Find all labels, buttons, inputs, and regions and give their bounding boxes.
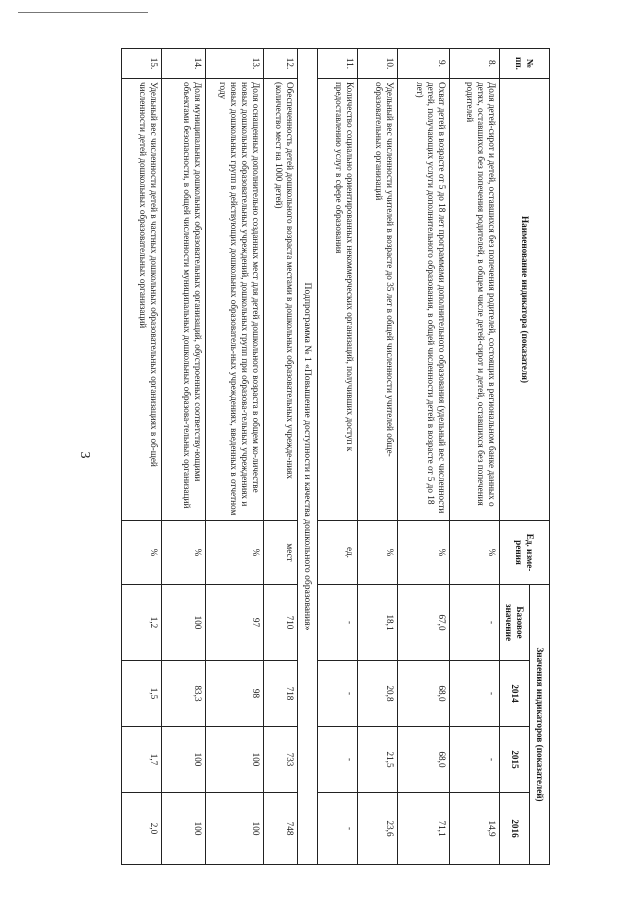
value-2016: 14,9	[450, 793, 500, 865]
header-base: Базовое значение	[500, 585, 530, 661]
value-2015: -	[318, 727, 358, 793]
header-name: Наименование индикатора (показателя)	[500, 79, 550, 521]
unit-cell: %	[122, 521, 162, 585]
value-2014: -	[450, 661, 500, 727]
base-value: -	[318, 585, 358, 661]
value-2014: 718	[264, 661, 298, 727]
value-2014: 20,8	[358, 661, 398, 727]
base-value: -	[450, 585, 500, 661]
unit-cell: ед.	[318, 521, 358, 585]
rows-group-a	[318, 49, 500, 865]
header-no: № пп.	[500, 49, 550, 79]
header-2015: 2015	[500, 727, 530, 793]
row-number: 12.	[264, 49, 298, 79]
indicator-name: Доля детей-сирот и детей, оставшихся без попечения родителей, состоящих в региональном банке данных о детях, оставшихся без попечения родителей, в общем числе детей-сирот и детей, оставшихся без попечения родителей	[450, 79, 500, 521]
row-number: 10.	[358, 49, 398, 79]
base-value: 1,2	[122, 585, 162, 661]
indicator-table-container	[138, 48, 550, 864]
value-2014: 83,3	[162, 661, 206, 727]
base-value: 67,0	[398, 585, 450, 661]
value-2015: -	[450, 727, 500, 793]
value-2015: 733	[264, 727, 298, 793]
base-value: 100	[162, 585, 206, 661]
table-row	[318, 49, 358, 865]
unit-cell: %	[358, 521, 398, 585]
unit-cell: мест	[264, 521, 298, 585]
indicator-name: Обеспеченность детей дошкольного возраста местами в дошкольных образовательных учрежде-ниях (количество мест на 1000 детей)	[264, 79, 298, 521]
indicator-name: Доля оснащенных дополнительно созданных мест для детей дошкольного возраста в общем ко-личестве новых дошкольных образовательных учреждений, дошкольных групп при образова-тельных учреждениях и новых дошкольных групп в действующих дошкольных образователь-ных учреждениях, введенных в отчетном году	[206, 79, 264, 521]
value-2016: -	[318, 793, 358, 865]
unit-cell: %	[162, 521, 206, 585]
base-value: 710	[264, 585, 298, 661]
unit-cell: %	[398, 521, 450, 585]
indicator-table	[121, 48, 550, 865]
value-2014: 98	[206, 661, 264, 727]
base-value: 18,1	[358, 585, 398, 661]
value-2015: 1,7	[122, 727, 162, 793]
value-2016: 100	[206, 793, 264, 865]
indicator-name: Охват детей в возрасте от 5 до 18 лет программами дополнительного образования (удельный вес численности детей, получающих услуги дополнительного образования, в общей численности детей в возрасте от 5 до 18 лет)	[398, 79, 450, 521]
table-row	[206, 49, 264, 865]
indicator-name: Количество социально ориентированных некоммерческих организаций, получивших доступ к предоставлению услуг в сфере образования	[318, 79, 358, 521]
indicator-name: Доля муниципальных дошкольных образовательных организаций, обустроенных соответству-ющими объектами безопасности, в общей численности муниципальных дошкольных образова-тельных организаций	[162, 79, 206, 521]
value-2015: 100	[162, 727, 206, 793]
value-2015: 68,0	[398, 727, 450, 793]
header-2014: 2014	[500, 661, 530, 727]
value-2015: 100	[206, 727, 264, 793]
table-row	[358, 49, 398, 865]
value-2014: 1,5	[122, 661, 162, 727]
value-2016: 2,0	[122, 793, 162, 865]
row-number: 9.	[398, 49, 450, 79]
value-2014: -	[318, 661, 358, 727]
table-row	[162, 49, 206, 865]
table-row	[450, 49, 500, 865]
row-number: 8.	[450, 49, 500, 79]
unit-cell: %	[206, 521, 264, 585]
value-2016: 748	[264, 793, 298, 865]
section-title: Подпрограмма № 1 «Повышение доступности и качества дошкольного образования»	[298, 49, 318, 865]
rows-group-b	[122, 49, 298, 865]
table-row	[398, 49, 450, 865]
value-2016: 71,1	[398, 793, 450, 865]
indicator-name: Удельный вес численности детей в частных дошкольных образовательных организациях в об-щей численности детей дошкольных образовательных организаций	[122, 79, 162, 521]
top-rule	[18, 12, 148, 13]
header-2016: 2016	[500, 793, 530, 865]
value-2016: 100	[162, 793, 206, 865]
header-values-group: Значения индикаторов (показателей)	[530, 585, 550, 865]
row-number: 11.	[318, 49, 358, 79]
indicator-name: Удельный вес численности учителей в возрасте до 35 лет в общей численности учителей обще-образовательных организаций	[358, 79, 398, 521]
row-number: 15.	[122, 49, 162, 79]
unit-cell: %	[450, 521, 500, 585]
header-unit: Ед. изме-рения	[500, 521, 550, 585]
row-number: 14.	[162, 49, 206, 79]
table-row	[264, 49, 298, 865]
page-number: 3	[77, 451, 92, 459]
value-2015: 21,5	[358, 727, 398, 793]
base-value: 97	[206, 585, 264, 661]
row-number: 13.	[206, 49, 264, 79]
table-row	[122, 49, 162, 865]
value-2014: 68,0	[398, 661, 450, 727]
value-2016: 23,6	[358, 793, 398, 865]
